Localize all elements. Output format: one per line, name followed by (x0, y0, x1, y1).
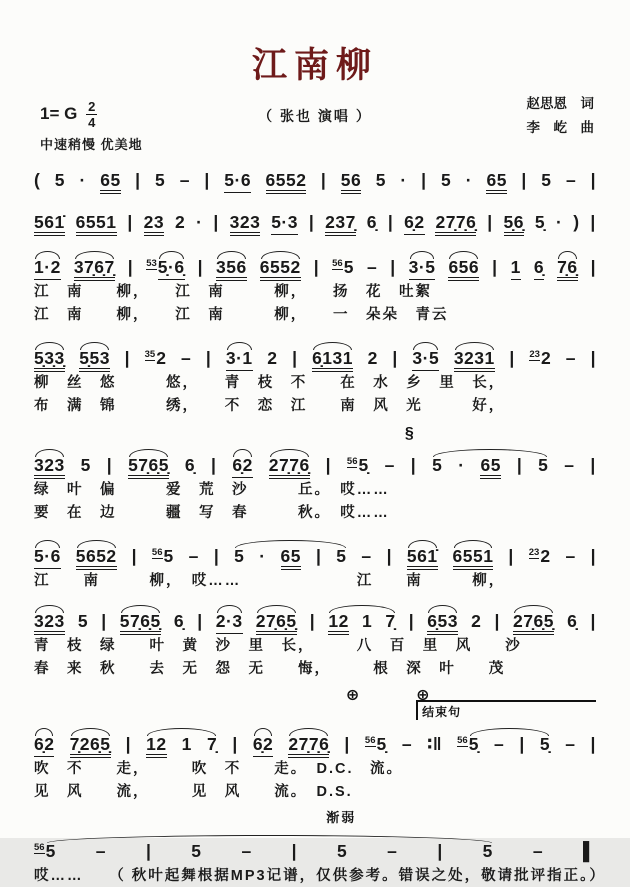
slur-arc (288, 734, 329, 754)
slur-arc: 12 1 7 (328, 611, 395, 631)
beam-group: 2765 (256, 611, 297, 635)
beam-group: 561 (407, 546, 438, 570)
beam-group: 62 (404, 212, 424, 235)
slur-arc (253, 734, 273, 754)
beam-group: 62 (232, 455, 252, 478)
slur-arc (34, 611, 65, 631)
beam-group: 323 (34, 611, 65, 635)
beam-group: 3·5 (409, 257, 436, 280)
slur-arc (513, 611, 554, 631)
beam-group: 65 (480, 455, 500, 479)
slur-arc: 5 – | 5 (468, 734, 551, 754)
slur-arc (260, 257, 301, 277)
time-numerator: 2 (88, 99, 96, 114)
slur-arc (453, 546, 494, 566)
score-header (34, 90, 596, 154)
slur-arc (407, 546, 438, 566)
slur-arc (34, 546, 61, 566)
slur-arc (79, 348, 110, 368)
notation-line: 323 5 | 5765 6 | 2·3 2765 | 12 1 7 | 653 2 | 2765 6 | (34, 599, 596, 634)
beam-group: 7265 (70, 734, 111, 758)
beam-group: 56 (341, 170, 361, 194)
music-system (34, 687, 596, 803)
music-system (34, 242, 596, 326)
grace-notes: 35 (144, 349, 156, 360)
beam-group: 2776 (288, 734, 329, 758)
slur-arc (269, 455, 310, 475)
beam-group: 62 (34, 734, 54, 757)
slur-arc (120, 611, 161, 631)
slur-arc (76, 546, 117, 566)
music-system (34, 158, 596, 193)
ending-label: 结束句 (416, 700, 596, 720)
beam-group: 237 (325, 212, 356, 236)
grace-notes: 56 (457, 735, 468, 746)
slur-arc (70, 734, 111, 754)
lyric-line: 见 风 流， 见 风 流。 D.S. (34, 784, 353, 800)
grace-notes: 56 (332, 258, 343, 269)
beam-group: 533 (34, 348, 65, 372)
beam-group: 6551 (453, 546, 494, 570)
slur-arc: 5 · 65 | 5 (234, 546, 346, 566)
notation-line: 561 6551 | 23 2 · | 323 5·3 | 237 6 | 62 2776 | 56 5 · ) | (34, 200, 596, 235)
notation-line: 323 5 | 5765 6 | 62 2776 | $^{56}$5 – | 5 · 65 | 5 – | (34, 440, 596, 478)
notation-line: 1·2 3767 | $^{53}$5·6 | 356 6552 | $^{56}$5 – | 3·5 656 | 1 6 76 | (34, 242, 596, 280)
slur-arc (216, 257, 247, 277)
key-label: 1= G (40, 103, 78, 123)
segno-icon: § (404, 425, 414, 442)
slur-arc (34, 734, 54, 754)
grace-notes: 56 (34, 842, 45, 853)
lyric-line: 江 南 柳， 江 南 柳， 扬 花 吐絮 (34, 284, 432, 300)
slur-arc (232, 455, 252, 475)
beam-group: 76 (557, 257, 577, 281)
song-title: 江南柳 (251, 46, 378, 85)
music-system (34, 424, 596, 524)
slur-arc: 5 · 65 | 5 (432, 455, 548, 475)
slur-arc (409, 257, 436, 277)
beam-group: 65 (281, 546, 301, 570)
beam-group: 1 (511, 257, 521, 280)
beam-group: 323 (34, 455, 65, 479)
slur-arc (34, 257, 61, 277)
beam-group: 2776 (435, 212, 476, 236)
beam-group: 3767 (74, 257, 115, 281)
grace-notes: 23 (529, 349, 540, 360)
beam-group: 5765 (120, 611, 161, 635)
notation-line: 62 7265 | 12 1 7 | 62 2776 | $^{56}$5 – ∶‖ $^{56}$5 – | 5 – | (34, 719, 596, 757)
beam-group: 656 (448, 257, 479, 281)
slur-arc (34, 455, 65, 475)
beam-group: 323 (230, 212, 261, 236)
beam-group: 6552 (266, 170, 307, 194)
tempo-marking: 中速稍慢 优美地 (40, 137, 143, 152)
lyricist-credit: 赵思恩 词 (526, 96, 594, 111)
music-system (34, 200, 596, 235)
slur-arc (158, 257, 185, 277)
slur-arc (226, 348, 253, 368)
slur-arc (312, 348, 353, 368)
lyric-line: 江 南 柳， 江 南 柳， 一 朵朵 青云 (34, 307, 449, 323)
slur-arc (448, 257, 479, 277)
beam-group: 65 (100, 170, 120, 194)
dynamics-label: 渐弱 (326, 810, 357, 825)
beam-group: 56 (504, 212, 524, 236)
slur-arc (256, 611, 297, 631)
coda-icon-left: ⊕ (345, 687, 360, 704)
beam-group: 553 (79, 348, 110, 372)
grace-notes: 23 (528, 547, 540, 558)
beam-group: 356 (216, 257, 247, 281)
grace-notes: 53 (146, 258, 157, 269)
beam-group: 653 (427, 611, 458, 635)
beam-group: 5·6 (34, 546, 61, 569)
notation-line: 533 553 | $^{35}$2 – | 3·1 2 | 6131 2 | 3·5 3231 | $^{23}$2 – | (34, 333, 596, 371)
beam-group: 2765 (513, 611, 554, 635)
music-system (34, 810, 606, 887)
beam-group: 3·1 (226, 348, 253, 371)
lyric-line: 青 枝 绿 叶 黄 沙 里 长， 八 百 里 风 沙 (34, 638, 522, 654)
slur-arc (216, 611, 243, 631)
lyric-line: 柳 丝 悠 悠， 青 枝 不 在 水 乡 里 长， (34, 375, 506, 391)
beam-group: 2·3 (216, 611, 243, 634)
beam-group: 3231 (454, 348, 495, 372)
grace-notes: 56 (151, 547, 163, 558)
lyric-line: 春 来 秋 去 无 怨 无 悔， 根 深 叶 茂 (34, 661, 506, 677)
beam-group: 5·3 (271, 212, 298, 235)
beam-group: 6551 (76, 212, 117, 236)
lyric-line: 布 满 锦 绣， 不 恋 江 南 风 光 好， (34, 398, 506, 414)
beam-group: 23 (144, 212, 164, 236)
lyric-line: 哎…… （ 秋叶起舞根据MP3记谱，仅供参考。错误之处，敬请批评指正。） (34, 868, 606, 884)
beam-group: 561 (34, 212, 65, 236)
slur-arc (454, 348, 495, 368)
beam-group: 5652 (76, 546, 117, 570)
beam-group: 12 (328, 611, 348, 635)
slur-arc: 5 – | 5 – | 5 – | 5 (45, 841, 493, 861)
music-system (34, 531, 596, 592)
beam-group: 62 (253, 734, 273, 757)
beam-group: 3·5 (412, 348, 439, 371)
music-system (34, 599, 596, 680)
beam-group: 6 (534, 257, 544, 280)
slur-arc (557, 257, 577, 277)
author-credits (527, 92, 595, 139)
slur-arc (34, 348, 65, 368)
score-body (34, 158, 606, 887)
slur-arc: 12 1 7 (146, 734, 217, 754)
beam-group: 5·6 (158, 257, 185, 280)
lyric-line: 绿 叶 偏 爱 荒 沙 丘。 哎…… (34, 482, 390, 498)
lyric-line: 要 在 边 疆 写 春 秋。 哎…… (34, 505, 390, 521)
time-denominator: 4 (88, 115, 96, 130)
beam-group: 65 (486, 170, 506, 194)
notation-line: $^{56}$5 – | 5 – | 5 – | 5 – ▌ (34, 841, 596, 861)
notation-line: ( 5 · 65 | 5 – | 5·6 6552 | 56 5 · | 5 · 65 | 5 – | (34, 158, 596, 193)
beam-group: 6131 (312, 348, 353, 372)
beam-group: 5·6 (224, 170, 251, 193)
slur-arc (427, 611, 458, 631)
lyric-line: 吹 不 走， 吹 不 走。 D.C. 流。 (34, 761, 403, 777)
lyric-line: 江 南 柳， 哎…… 江 南 柳， (34, 573, 506, 589)
coda-icon-right: ⊕ (416, 687, 430, 704)
performer-credit: （ 张也 演唱 ） (258, 108, 372, 124)
beam-group: 6552 (260, 257, 301, 281)
grace-notes: 56 (364, 735, 376, 746)
composer-credit: 李 屹 曲 (526, 119, 594, 135)
beam-group: 2776 (269, 455, 310, 479)
music-system (34, 333, 596, 417)
beam-group: 5765 (128, 455, 169, 479)
slur-arc (412, 348, 439, 368)
beam-group: 1·2 (34, 257, 61, 280)
grace-notes: 56 (346, 456, 358, 467)
slur-arc (74, 257, 115, 277)
notation-line: 5·6 5652 | $^{56}$5 – | 5 · 65 | 5 – | 561 6551 | $^{23}$2 – | (34, 531, 596, 569)
slur-arc (128, 455, 169, 475)
beam-group: 12 (146, 734, 166, 758)
